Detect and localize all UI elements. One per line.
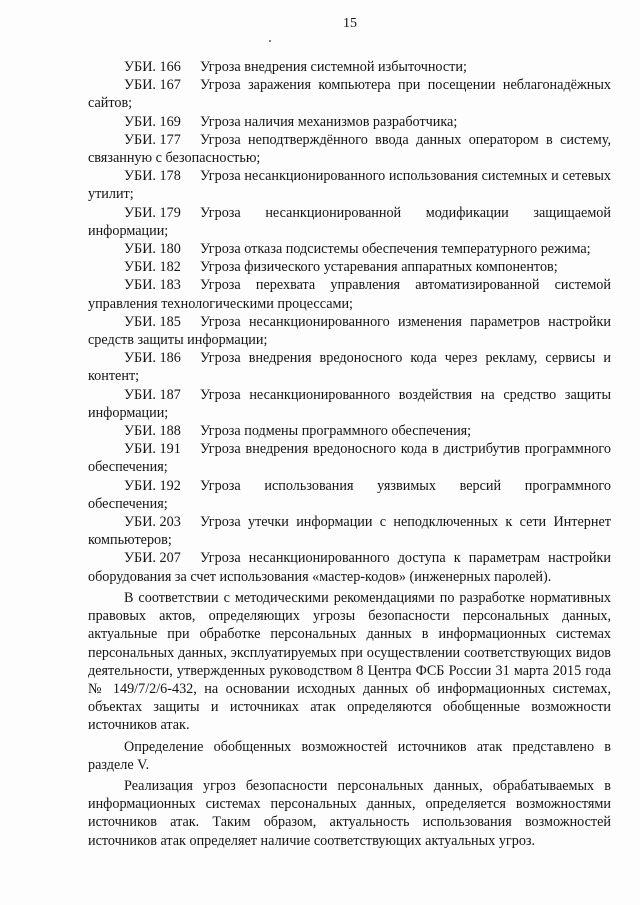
threat-code: УБИ. 207 (124, 550, 181, 567)
threat-code: УБИ. 180 (124, 241, 181, 258)
threat-text: Угроза внедрения системной избыточности; (200, 59, 467, 75)
threat-text: Угроза внедрения вредоносного кода в дистрибутив программного обеспечения; (88, 441, 611, 476)
threat-text: Угроза несанкционированного изменения параметров настройки средств защиты информации; (88, 313, 611, 349)
threat-code: УБИ. 187 (124, 386, 181, 403)
threat-code: УБИ. 177 (124, 131, 181, 148)
threat-item (88, 440, 611, 476)
threat-code: УБИ. 186 (124, 350, 181, 367)
body-paragraph: В соответствии с методическими рекомендациями по разработке нормативных правовых актов, определяющих угрозы безопасности персональных данных, актуальные при обработке персональных данных в информационных системах персональных данных, эксплуатируемых при осуществлении соответствующих видов деятельности, утвержденных руководством 8 Центра ФСБ России 31 марта 2015 года № 149/7/2/6-432, на основании исходных данных об информационных системах, объектах защиты и источниках атак определяются обобщенные возможности источников атак. (88, 589, 611, 734)
threat-item (88, 349, 611, 385)
threat-item (88, 204, 611, 240)
threat-text: Угроза физического устаревания аппаратных компонентов; (200, 259, 558, 276)
threat-text: Угроза подмены программного обеспечения; (200, 423, 472, 440)
threat-text: Угроза отказа подсистемы обеспечения температурного режима; (200, 241, 591, 258)
threat-item (88, 131, 611, 167)
threat-text: Угроза перехвата управления автоматизированной системой управления технологическими процессами; (88, 277, 611, 312)
threat-code: УБИ. 188 (124, 423, 181, 440)
document-body (88, 58, 611, 850)
threat-item (88, 113, 611, 131)
threat-item (88, 167, 611, 203)
threat-code: УБИ. 183 (124, 277, 181, 294)
threat-text: Угроза заражения компьютера при посещении неблагонадёжных сайтов; (88, 77, 611, 112)
threat-code: УБИ. 203 (124, 514, 181, 531)
threat-item (88, 58, 611, 76)
threat-item (88, 240, 611, 258)
threat-item (88, 276, 611, 312)
threat-item (88, 313, 611, 349)
threat-item (88, 513, 611, 549)
threat-code: УБИ. 169 (124, 113, 181, 130)
page-number: 15 (343, 16, 357, 31)
threat-code: УБИ. 178 (124, 168, 181, 185)
threat-text: Угроза утечки информации с неподключенных к сети Интернет компьютеров; (88, 514, 611, 549)
threat-text: Угроза несанкционированного использования системных и сетевых утилит; (88, 168, 611, 203)
threat-code: УБИ. 166 (124, 59, 181, 75)
threat-code: УБИ. 167 (124, 77, 181, 94)
threat-item (88, 386, 611, 422)
threat-code: УБИ. 192 (124, 477, 181, 494)
threat-item (88, 549, 611, 585)
threat-text: Угроза неподтверждённого ввода данных оператором в систему, связанную с безопасностью; (88, 131, 611, 167)
threat-code: УБИ. 182 (124, 259, 181, 276)
body-paragraph: Реализация угроз безопасности персональных данных, обрабатываемых в информационных системах персональных данных, определяется возможностями источников атак. Таким образом, актуальность использования возможностей источников атак определяет наличие соответствующих актуальных угроз. (88, 777, 611, 849)
threat-text: Угроза несанкционированного воздействия на средство защиты информации; (88, 386, 611, 421)
threat-text: Угроза несанкционированного доступа к параметрам настройки оборудования за счет использования «мастер-кодов» (инженерных паролей). (88, 550, 611, 585)
scan-speck (269, 40, 271, 42)
threat-item (88, 477, 611, 513)
threat-code: УБИ. 191 (124, 441, 181, 458)
body-paragraph: Определение обобщенных возможностей источников атак представлено в разделе V. (88, 738, 611, 773)
threat-item (88, 258, 611, 276)
threat-text: Угроза использования уязвимых версий программного обеспечения; (88, 477, 611, 512)
threat-text: Угроза наличия механизмов разработчика; (200, 113, 458, 130)
threat-item (88, 76, 611, 112)
threat-code: УБИ. 185 (124, 313, 181, 330)
threat-item (88, 422, 611, 440)
threat-code: УБИ. 179 (124, 204, 181, 221)
threat-text: Угроза внедрения вредоносного кода через рекламу, сервисы и контент; (88, 350, 611, 385)
threat-text: Угроза несанкционированной модификации защищаемой информации; (88, 204, 611, 239)
